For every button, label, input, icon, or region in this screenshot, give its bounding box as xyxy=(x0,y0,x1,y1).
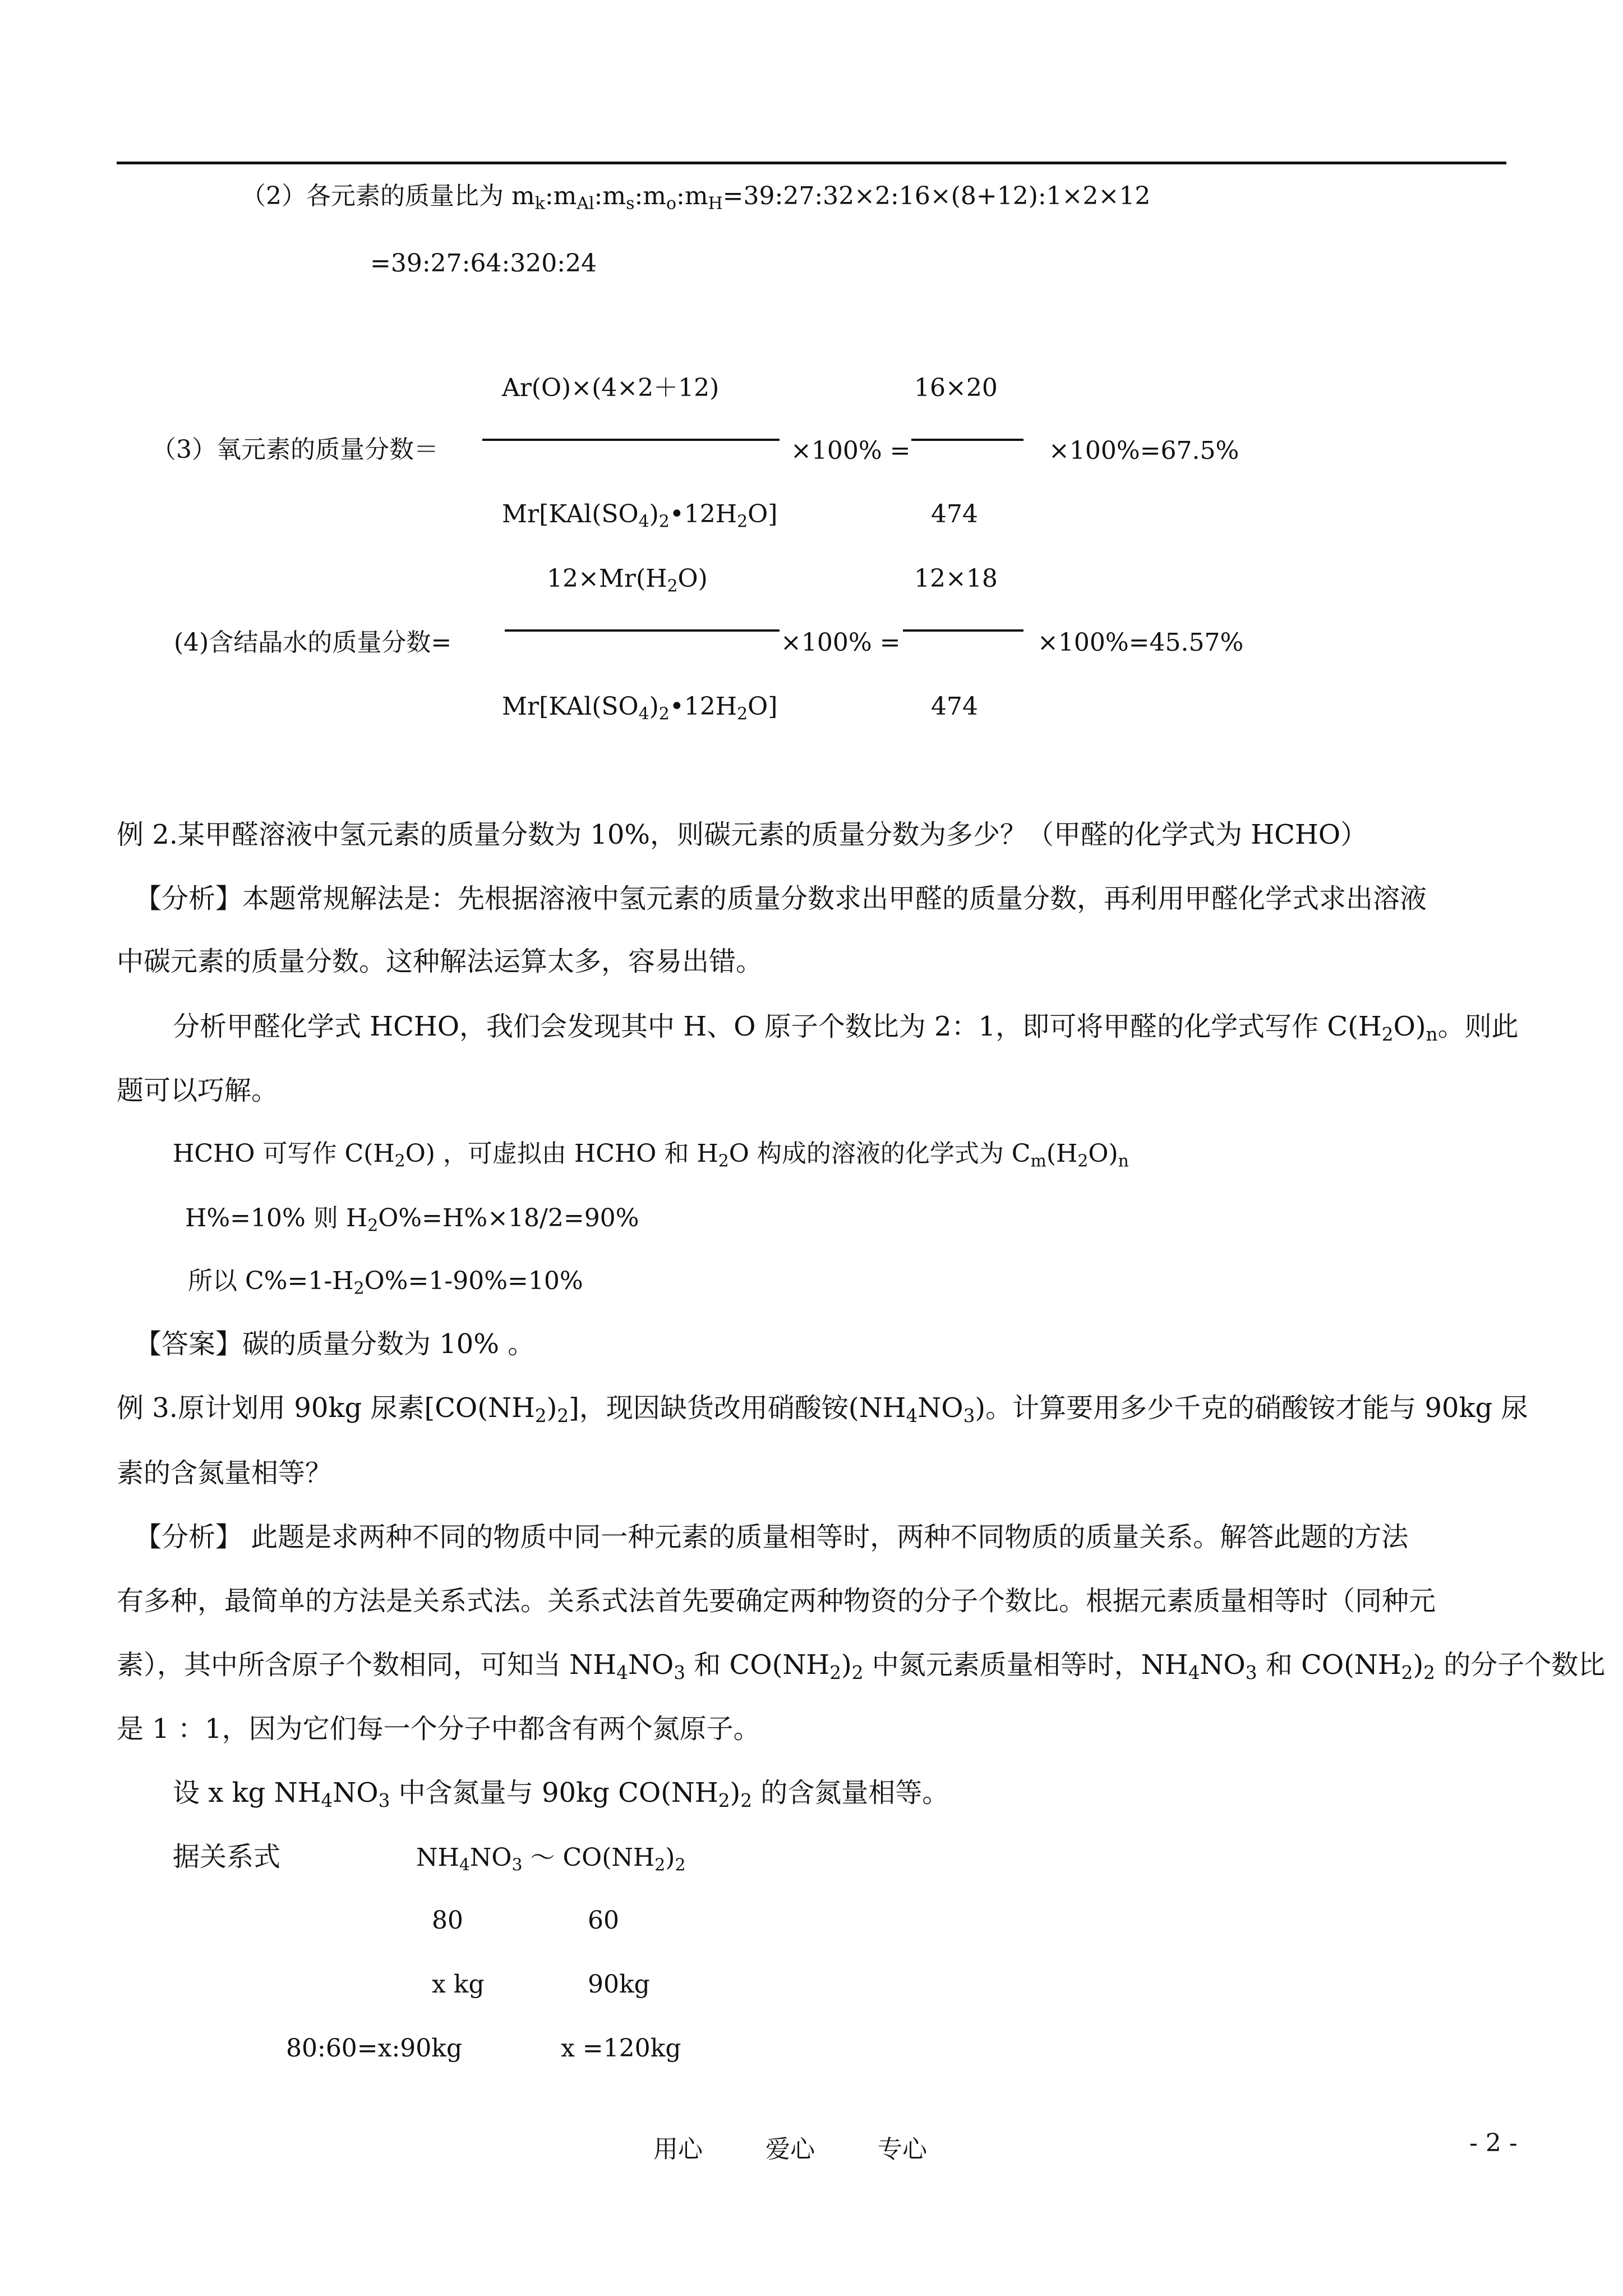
water-fraction-bar xyxy=(505,629,780,632)
example3-analysis-line1: 【分析】 此题是求两种不同的物质中同一种元素的质量相等时，两种不同物质的质量关系。解答此题的方法 xyxy=(135,1521,1409,1553)
oxygen-fraction-bar xyxy=(482,439,780,441)
oxygen-times: ×100% = xyxy=(791,436,911,465)
proportion-result: x =120kg xyxy=(561,2034,681,2063)
footer-word-1: 用心 xyxy=(653,2135,703,2164)
proportion: 80:60=x:90kg xyxy=(286,2034,463,2063)
relation-label: 据关系式 xyxy=(173,1841,281,1872)
example2-calc-line2: 所以 $C\%=1-H_2O\%=1-90\%=10\%$ xyxy=(188,1267,583,1299)
example2-para-line2: 题可以巧解。 xyxy=(117,1075,279,1106)
example2-para-line1: 分析甲醛化学式 HCHO，我们会发现其中 H、O 原子个数比为 2：1，即可将甲醛的化学式写作 $C(H_2O)_n$。则此 xyxy=(173,1011,1519,1046)
oxygen-numerator2: 16×20 xyxy=(914,374,998,402)
relation-formula: $NH_4NO_3$ ～ $CO(NH_2)_2$ xyxy=(416,1843,686,1875)
oxygen-result: ×100%=67.5% xyxy=(1049,436,1239,465)
footer-word-2: 爱心 xyxy=(766,2135,815,2164)
water-denominator: $Mr[KAl(SO_4)_2•12H_2O]$ xyxy=(502,692,778,724)
example2-formula-line: HCHO 可写作 $C(H_2O)$ ，可虚拟由 HCHO 和 $H_2O$ 构成的溶液的化学式为 $C_m(H_2O)_n$ xyxy=(173,1139,1129,1171)
example2-answer: 【答案】碳的质量分数为 10% 。 xyxy=(135,1328,535,1360)
mass-urea-90: 90kg xyxy=(588,1970,650,1999)
oxygen-fraction-bar2 xyxy=(911,439,1023,441)
water-label: (4)含结晶水的质量分数= xyxy=(174,628,452,657)
example2-question: 例 2.某甲醛溶液中氢元素的质量分数为 10%，则碳元素的质量分数为多少？（甲醛的化学式为 HCHO） xyxy=(117,819,1368,850)
molar-mass-nh4no3: 80 xyxy=(432,1906,463,1935)
water-denominator2: 474 xyxy=(931,692,978,721)
example2-analysis-line1: 【分析】本题常规解法是：先根据溶液中氢元素的质量分数求出甲醛的质量分数，再利用甲醛化学式求出溶液 xyxy=(135,883,1427,914)
example3-setup-line: 设 x kg $NH_4NO_3$ 中含氮量与 90kg $CO(NH_2)_2$ 的含氮量相等。 xyxy=(173,1777,949,1812)
water-numerator: $12\times Mr(H_2O)$ xyxy=(547,564,708,596)
page-number: - 2 - xyxy=(1469,2129,1518,2157)
oxygen-denominator: $Mr[KAl(SO_4)_2•12H_2O]$ xyxy=(502,500,778,532)
example3-analysis-line4: 是 1 ：1，因为它们每一个分子中都含有两个氮原子。 xyxy=(117,1713,760,1745)
header-rule xyxy=(117,162,1506,164)
water-result: ×100%=45.57% xyxy=(1038,628,1244,657)
water-fraction-bar2 xyxy=(903,629,1023,632)
example2-analysis-line2: 中碳元素的质量分数。这种解法运算太多，容易出错。 xyxy=(117,946,763,977)
example2-calc-line1: H%=10% 则 $H_2O\%=H\%\times 18/2=90\%$ xyxy=(185,1204,639,1236)
footer-word-3: 专心 xyxy=(878,2135,927,2164)
example3-analysis-line2: 有多种，最简单的方法是关系式法。关系式法首先要确定两种物资的分子个数比。根据元素质量相等时（同种元 xyxy=(117,1585,1436,1617)
oxygen-label: （3）氧元素的质量分数＝ xyxy=(151,435,439,464)
water-times: ×100% = xyxy=(781,628,901,657)
oxygen-numerator: Ar(O)×(4×2＋12) xyxy=(502,374,720,402)
mass-ratio-result: =39:27:64:320:24 xyxy=(370,249,597,278)
example3-question-line2: 素的含氮量相等？ xyxy=(117,1457,333,1489)
water-numerator2: 12×18 xyxy=(914,564,998,593)
oxygen-denominator2: 474 xyxy=(931,500,978,528)
example3-analysis-line3: 素），其中所含原子个数相同，可知当 $NH_4NO_3$ 和 $CO(NH_2)_2$ 中氮元素质量相等时，$NH_4NO_3$ 和 $CO(NH_2)_2$ 的分子个数比 xyxy=(117,1649,1606,1684)
mass-ratio-line: （2）各元素的质量比为 $m_k:m_{Al}:m_s:m_o:m_H=39:27:32\times 2:16\times(8+12):1\times 2\times 12$ xyxy=(241,182,1151,214)
mass-x: x kg xyxy=(432,1970,485,1999)
example3-question-line1: 例 3.原计划用 90kg 尿素$[CO(NH_2)_2]$，现因缺货改用硝酸铵$(NH_4NO_3)$。计算要用多少千克的硝酸铵才能与 90kg 尿 xyxy=(117,1392,1528,1427)
molar-mass-urea: 60 xyxy=(588,1906,619,1935)
